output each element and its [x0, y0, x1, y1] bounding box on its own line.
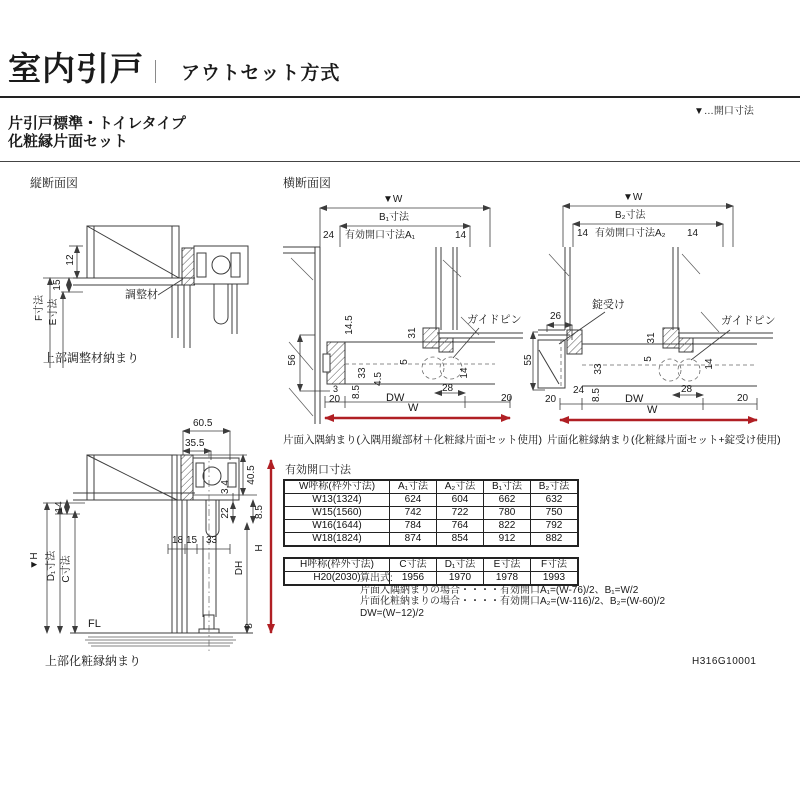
upper-decorative-edge-drawing	[25, 403, 290, 678]
formula-line: DW=(W−12)/2	[360, 607, 424, 619]
dim-label: 56	[287, 354, 298, 366]
dim-label: 14	[704, 358, 715, 370]
table-title: 有効開口寸法	[285, 464, 351, 476]
dim-label: 15	[52, 279, 63, 291]
lintel-frame	[73, 455, 195, 500]
dim-label-b1: B₁寸法	[379, 212, 410, 223]
floor	[70, 633, 253, 646]
dimension-lines	[43, 246, 183, 368]
dim-label-f: F寸法	[34, 294, 45, 322]
col-header: E寸法	[484, 558, 531, 572]
section-label-horizontal: 横断面図	[283, 176, 332, 190]
part-label-guide-pin: ガイドピン	[467, 314, 522, 326]
dim-label: 8.5	[591, 388, 602, 402]
dim-label-c: C寸法	[61, 555, 72, 583]
dim-label: 33	[206, 535, 218, 546]
dim-label: 20	[545, 394, 557, 405]
col-header: D₁寸法	[437, 558, 484, 572]
hanger-rail	[194, 246, 248, 324]
dim-label-h: H	[254, 544, 265, 552]
cell: W15(1560)	[284, 507, 390, 520]
adjustment-member-hatch	[182, 248, 194, 285]
page-title: 室内引戸	[8, 50, 144, 87]
dim-label-w-top: ▼W	[623, 192, 643, 203]
dim-label: 28	[442, 383, 454, 394]
cell: 912	[484, 533, 531, 547]
dim-label: 20	[329, 394, 341, 405]
dim-label: 14	[459, 367, 470, 379]
dim-label-w-top: ▼W	[383, 194, 403, 205]
left-frame-member	[567, 330, 582, 354]
dim-label-h-top: ▼H	[29, 552, 40, 570]
dim-label: 8	[244, 623, 255, 629]
dim-label: 8.5	[351, 385, 362, 399]
title-divider	[155, 60, 156, 83]
table-row	[284, 494, 578, 507]
dim-label: 28	[681, 384, 693, 395]
cell: W16(1644)	[284, 520, 390, 533]
cell: H20(2030)	[284, 572, 390, 586]
dim-label: 8.5	[254, 505, 265, 519]
cell: 624	[390, 494, 437, 507]
part-label-guide-pin: ガイドピン	[721, 315, 776, 327]
dim-label: 24	[323, 230, 335, 241]
cell: 1978	[484, 572, 531, 586]
dim-label: 26	[550, 311, 562, 322]
diagram-upper-adjustment	[25, 196, 280, 376]
part-label-adjustment: 調整材	[125, 289, 158, 301]
dim-label: 60.5	[193, 418, 213, 429]
corner-vertical-member	[323, 342, 345, 384]
diagram-caption: 上部調整材納まり	[43, 351, 140, 365]
cell: 604	[437, 494, 484, 507]
dim-label: 20	[501, 393, 513, 404]
table-header-row	[284, 480, 578, 494]
right-frame-member	[423, 328, 453, 352]
cell: 784	[390, 520, 437, 533]
diagram-corner-entry	[283, 192, 542, 447]
dim-label: 33	[357, 367, 368, 379]
diagram-caption: 片面入隅納まり(入隅用縦部材＋化粧縁片面セット使用)	[283, 434, 542, 446]
dim-label: 18	[172, 535, 184, 546]
formula-title: 算出式:	[360, 573, 393, 584]
left-wall	[283, 247, 320, 424]
dim-label: 14	[54, 501, 65, 513]
col-header: A₁寸法	[390, 480, 437, 494]
dim-label-dw: DW	[625, 393, 644, 405]
document-code: H316G10001	[692, 656, 757, 667]
cell: 1956	[390, 572, 437, 586]
cell: 764	[437, 520, 484, 533]
dim-label: 55	[523, 354, 534, 366]
method-label: アウトセット方式	[181, 63, 341, 84]
table-header-row	[284, 558, 578, 572]
col-header: A₂寸法	[437, 480, 484, 494]
col-header: W呼称(枠外寸法)	[284, 480, 390, 494]
dim-label-dh: DH	[234, 560, 245, 576]
dim-label: 3	[333, 384, 339, 394]
dim-label-opening: 有効開口寸法A₂	[595, 228, 666, 239]
dim-label: 3.4	[220, 480, 231, 494]
dim-label: 24	[573, 385, 585, 396]
dim-label: 14	[687, 228, 699, 239]
track-channel	[582, 344, 757, 386]
subheader-rule	[0, 161, 800, 162]
dim-label: 22	[220, 507, 231, 519]
col-header: F寸法	[531, 558, 579, 572]
dim-label: 33	[593, 363, 604, 375]
dim-label: 40.5	[246, 465, 257, 485]
subtitle-line2: 化粧縁片面セット	[8, 133, 129, 150]
dim-label-d1: D₁寸法	[46, 550, 57, 582]
col-header: B₂寸法	[531, 480, 579, 494]
dimension-tables	[283, 461, 579, 586]
dim-label: 15	[186, 535, 198, 546]
table-row	[284, 533, 578, 547]
cell: W13(1324)	[284, 494, 390, 507]
cell: 792	[531, 520, 579, 533]
cell: 662	[484, 494, 531, 507]
frame-verticals	[172, 284, 237, 348]
col-header: C寸法	[390, 558, 437, 572]
dim-label: 31	[407, 327, 418, 339]
cell: 854	[437, 533, 484, 547]
cell: 722	[437, 507, 484, 520]
cell: 874	[390, 533, 437, 547]
formula-line: 片面入隅納まりの場合・・・・有効開口A₁=(W-76)/2、B₁=W/2	[360, 584, 639, 596]
dim-label: 20	[737, 393, 749, 404]
diagram-upper-decorative-edge	[25, 403, 290, 678]
subtitle-line1: 片引戸標準・トイレタイプ	[8, 115, 186, 132]
cell: 780	[484, 507, 531, 520]
formula-line: 片面化粧納まりの場合・・・・有効開口A₂=(W-116)/2、B₂=(W-60)/2	[360, 596, 666, 607]
table-row	[284, 520, 578, 533]
cell: 882	[531, 533, 579, 547]
dim-label-e: E寸法	[48, 298, 59, 326]
cell: 750	[531, 507, 579, 520]
dim-label: 14	[577, 228, 589, 239]
dim-label: 14	[455, 230, 467, 241]
dim-label-w: W	[647, 404, 658, 416]
dim-label-b2: B₂寸法	[615, 210, 646, 221]
cell: W18(1824)	[284, 533, 390, 547]
part-label-lock-receiver: 錠受け	[592, 299, 625, 311]
cell: 1970	[437, 572, 484, 586]
upper-adjustment-drawing	[25, 196, 280, 376]
right-frame-member	[663, 328, 693, 352]
diagram-caption: 上部化粧縁納まり	[45, 654, 142, 668]
dim-label-opening: 有効開口寸法A₁	[345, 230, 416, 241]
floor-level-label: FL	[88, 618, 101, 630]
decorative-edge-hatch	[181, 455, 193, 500]
dim-label: 14.5	[344, 315, 355, 335]
dim-label: 5	[399, 359, 410, 365]
dim-label: 31	[646, 332, 657, 344]
top-dimensions	[563, 206, 733, 247]
col-header: B₁寸法	[484, 480, 531, 494]
dim-label: 4.5	[373, 372, 384, 386]
dim-label: 35.5	[185, 438, 205, 449]
section-label-vertical: 縦断面図	[30, 176, 79, 190]
calculation-formulas	[360, 573, 665, 619]
lintel-frame	[73, 226, 195, 285]
col-header: H呼称(枠外寸法)	[284, 558, 390, 572]
header-rule	[0, 96, 800, 98]
cell: 1993	[531, 572, 579, 586]
cell: 742	[390, 507, 437, 520]
dim-label: 12	[65, 254, 76, 266]
cell: 822	[484, 520, 531, 533]
dim-label: 5	[643, 356, 654, 362]
diagram-decorative-edge	[525, 192, 797, 447]
w-dimension-table	[283, 479, 579, 547]
diagram-caption: 片面化粧縁納まり(化粧縁片面セット+錠受け使用)	[547, 434, 781, 446]
dim-label-w: W	[408, 402, 419, 414]
table-row	[284, 507, 578, 520]
dim-label-dw: DW	[386, 392, 405, 404]
cell: 632	[531, 494, 579, 507]
opening-dimension-legend: ▼…開口寸法	[694, 106, 754, 117]
